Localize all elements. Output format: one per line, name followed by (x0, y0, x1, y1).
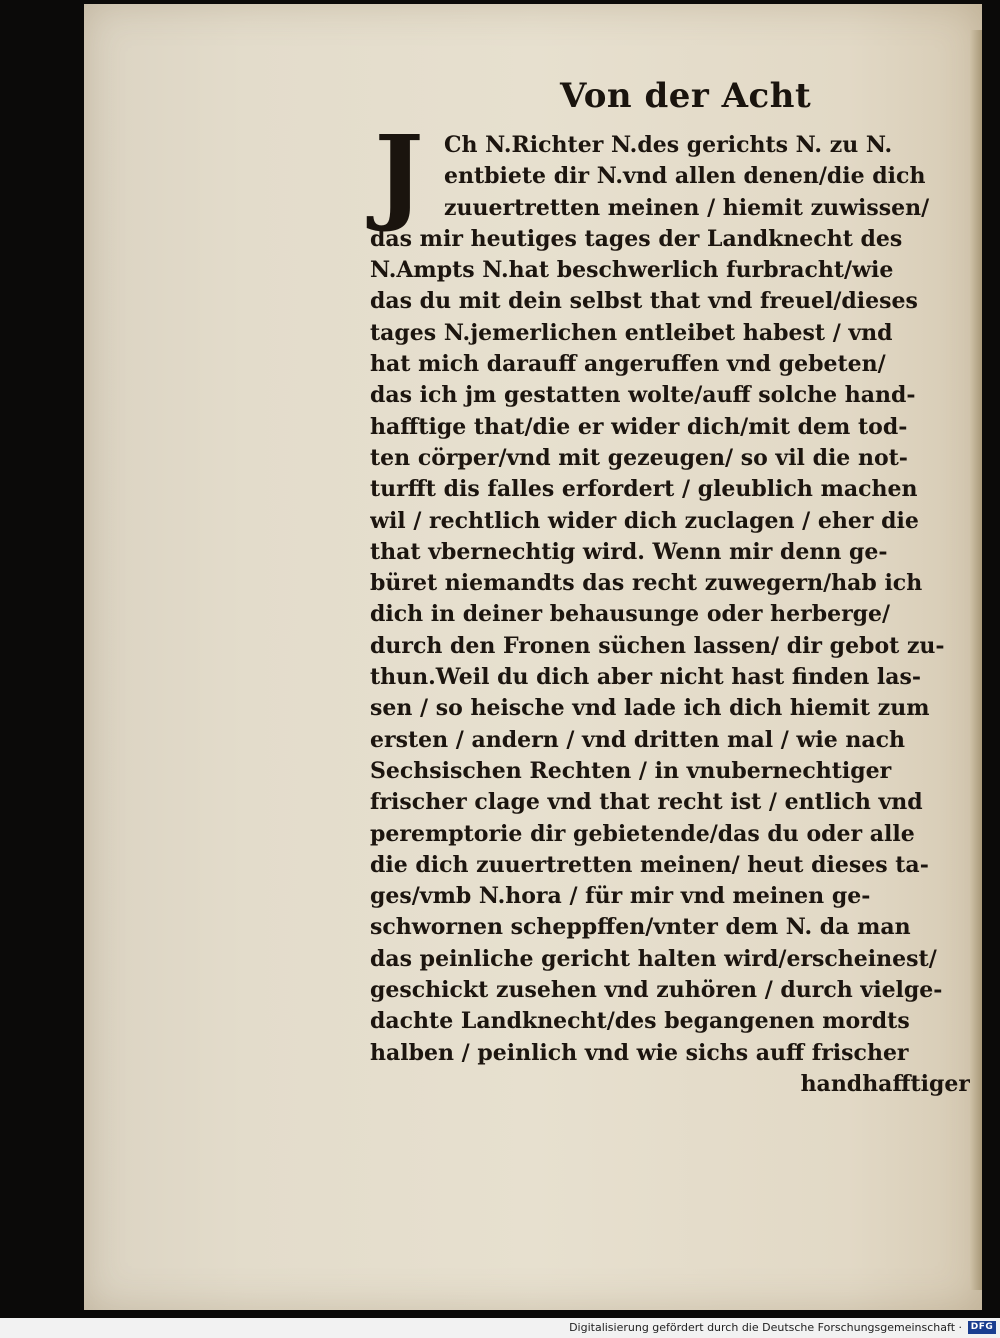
text-line: thun.Weil du dich aber nicht hast finden las- (370, 664, 921, 691)
text-line: dich in deiner behausunge oder herberge/ (370, 601, 891, 628)
text-line: die dich zuuertretten meinen/ heut dieses ta- (370, 851, 929, 878)
text-line: peremptorie dir gebietende/das du oder alle (370, 820, 915, 847)
text-line: das du mit dein selbst that vnd freuel/dieses (370, 288, 918, 315)
text-line: büret niemandts das recht zuwegern/hab ich (370, 570, 923, 597)
text-line: das ich jm gestatten wolte/auff solche hand- (370, 382, 916, 409)
text-line: sen / so heische vnd lade ich dich hiemit zum (370, 695, 930, 722)
text-line: zuuertretten meinen / hiemit zuwissen/ (444, 194, 930, 221)
text-line: tages N.jemerlichen entleibet habest / vnd (370, 319, 893, 346)
page-edge (970, 30, 982, 1290)
text-line: ersten / andern / vnd dritten mal / wie nach (370, 726, 906, 753)
text-line: turfft dis falles erfordert / gleublich machen (370, 476, 918, 503)
text-line: ges/vmb N.hora / für mir vnd meinen ge- (370, 883, 871, 910)
text-line: geschickt zusehen vnd zuhören / durch vielge- (370, 977, 943, 1004)
text-line: entbiete dir N.vnd allen denen/die dich (444, 163, 926, 190)
text-line: that vbernechtig wird. Wenn mir denn ge- (370, 538, 888, 565)
text-line: schwornen scheppffen/vnter dem N. da man (370, 914, 911, 941)
body-text (370, 130, 970, 1100)
text-line: hafftige that/die er wider dich/mit dem tod- (370, 413, 908, 440)
funding-credit: Digitalisierung gefördert durch die Deutsche Forschungsgemeinschaft · (569, 1321, 962, 1334)
decorated-initial: J (374, 112, 424, 235)
text-line: N.Ampts N.hat beschwerlich furbracht/wie (370, 257, 894, 284)
text-line: frischer clage vnd that recht ist / entlich vnd (370, 789, 923, 816)
text-line: Sechsischen Rechten / in vnubernechtiger (370, 757, 892, 784)
text-line: das peinliche gericht halten wird/erscheinest/ (370, 945, 937, 972)
catchword: handhafftiger (800, 1070, 970, 1097)
text-line: dachte Landknecht/des begangenen mordts (370, 1008, 910, 1035)
text-line: Ch N.Richter N.des gerichts N. zu N. (444, 132, 893, 158)
footer-bar (0, 1318, 1000, 1338)
text-line: hat mich darauff angeruffen vnd gebeten/ (370, 351, 886, 378)
text-line: halben / peinlich vnd wie sichs auff frischer (370, 1039, 909, 1066)
text-line: wil / rechtlich wider dich zuclagen / eher die (370, 507, 919, 534)
text-line: ten cörper/vnd mit gezeugen/ so vil die not- (370, 444, 908, 471)
text-line: das mir heutiges tages der Landknecht des (370, 225, 903, 252)
dfg-logo-icon: DFG (968, 1321, 996, 1334)
page-heading: Von der Acht (560, 76, 812, 116)
text-line: durch den Fronen süchen lassen/ dir gebot zu- (370, 632, 945, 659)
